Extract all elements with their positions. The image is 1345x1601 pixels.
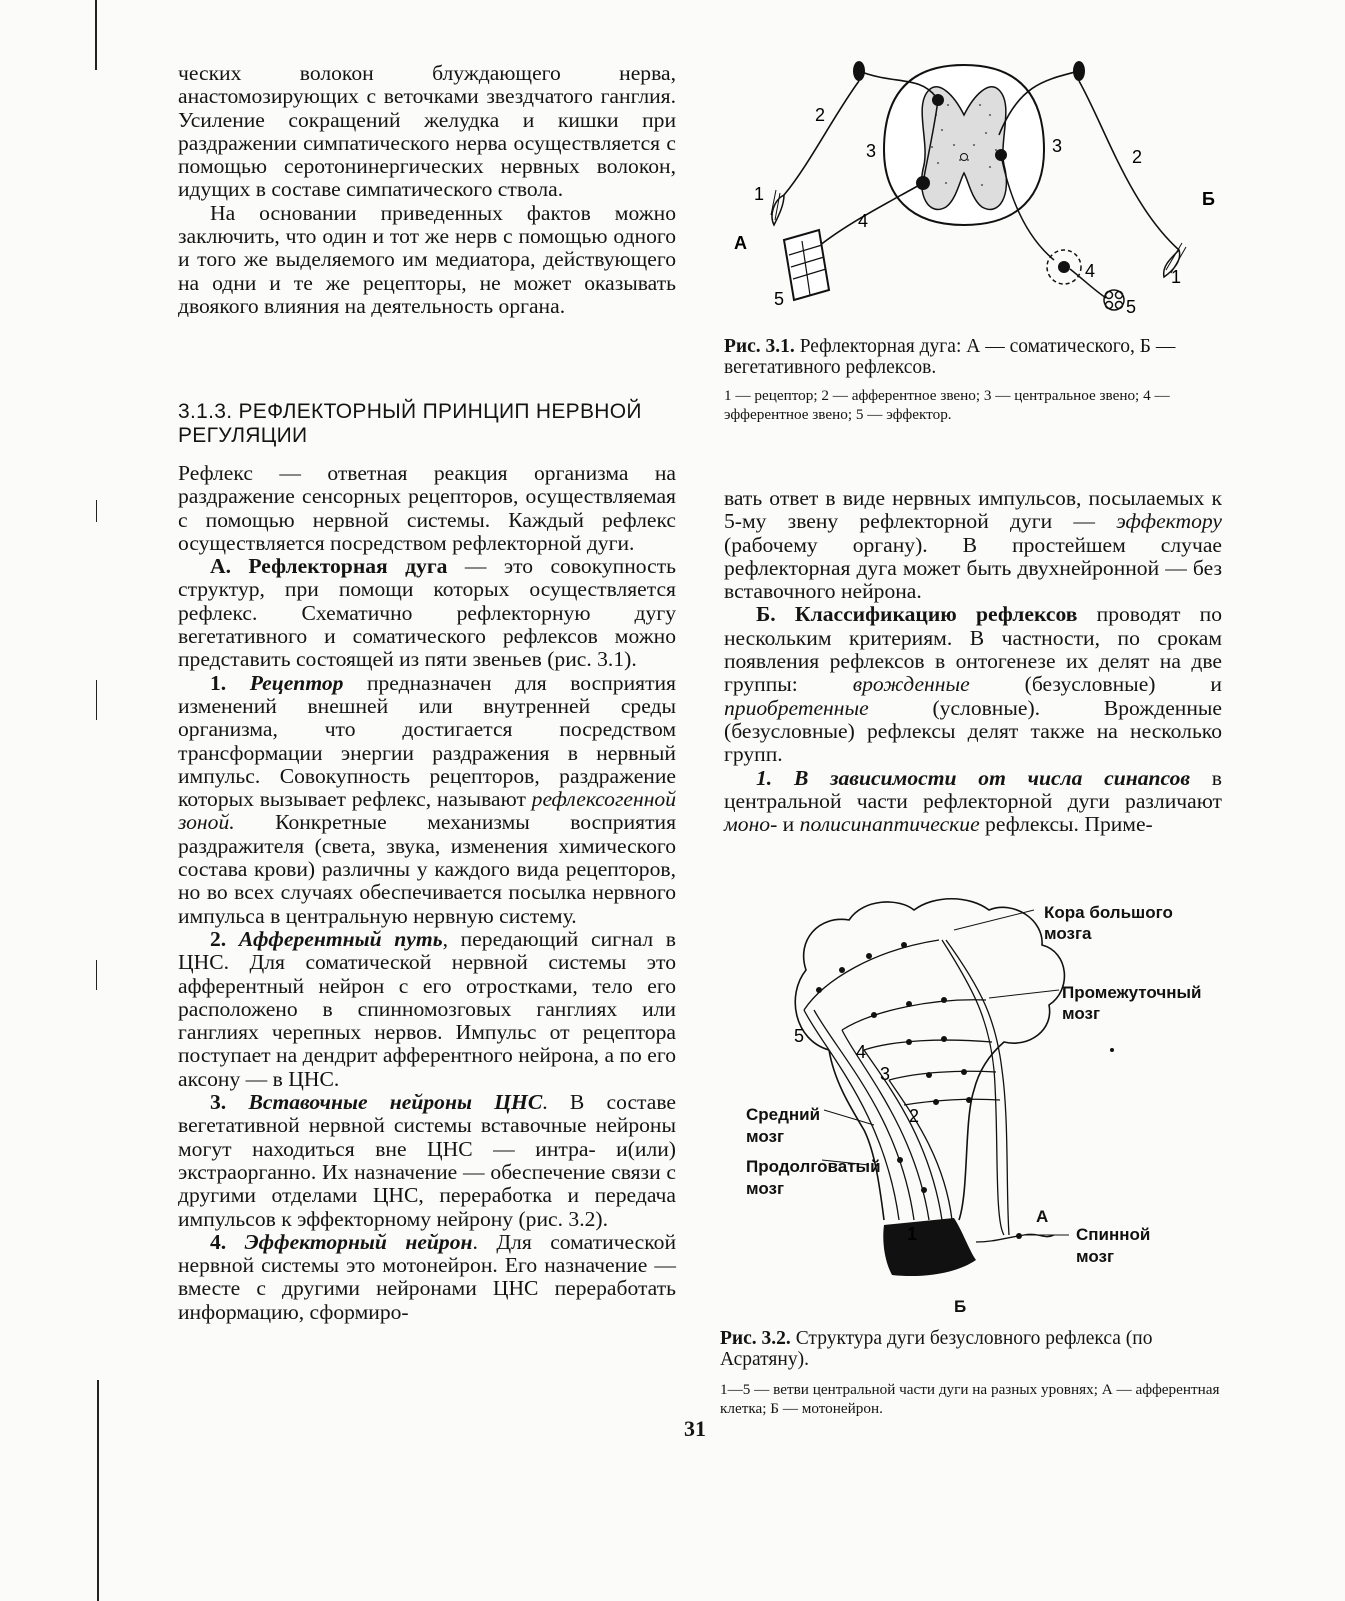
- term-italic: полисинаптические: [799, 812, 980, 837]
- label-midbrain-line1: Средний: [746, 1105, 821, 1124]
- label-2-right: 2: [1132, 147, 1143, 167]
- text: . Для соматической нервной системы это мотонейрон. Его назначение — вместе с другими нейронами ЦНС переработать информацию, сформиро-: [178, 1229, 677, 1324]
- paragraph: [178, 672, 676, 928]
- text: (безусловные) и: [969, 672, 1222, 697]
- autonomic-neuron: [1058, 261, 1070, 273]
- label-5-left: 5: [774, 289, 785, 309]
- text: и: [777, 812, 800, 837]
- figure-3-1-caption: [724, 336, 1224, 378]
- motoneuron: [883, 1218, 976, 1276]
- paragraph: [724, 603, 1222, 766]
- label-midbrain-line2: мозг: [746, 1127, 785, 1146]
- text: . В составе вегетативной нервной системы вставочные нейроны могут находиться вне ЦНС — интра- и(или) экстраорганно. Их назначение — обеспечение связи с другими отделами ЦНС, переработка и передача импульсов к эффекторному нейрону (рис. 3.2).: [178, 1090, 676, 1231]
- right-column-body: [724, 487, 1222, 836]
- term-bold: А. Рефлекторная дуга: [210, 554, 448, 579]
- label-4-left: 4: [858, 211, 869, 231]
- central-branches: [804, 940, 1000, 1105]
- paragraph: Рефлекс — ответная реакция организма на раздражение сенсорных рецепторов, осуществляемая с помощью нервной системы. Каждый рефлекс осуществляется посредством рефлекторной дуги.: [178, 461, 676, 555]
- descending-fibers: [804, 1010, 952, 1220]
- page-number: 31: [684, 1416, 706, 1441]
- label-5: 5: [794, 1026, 805, 1046]
- effector-muscle-left: [784, 230, 829, 300]
- figure-3-1-legend: 1 — рецептор; 2 — афферентное звено; 3 — центральное звено; 4 — эфферентное звено; 5 — эффектор.: [724, 387, 1170, 423]
- paragraph: ческих волокон блуждающего нерва, анастомозирующих с веточками звездчатого ганглия. Усиление сокращений желудка и кишки при раздражении симпатического нерва осуществляется с помощью серотонинергических нервных волокон, идущих в составе симпатического ствола.: [178, 61, 676, 202]
- paragraph: [724, 487, 1222, 603]
- paragraph: На основании приведенных фактов можно заключить, что один и тот же нерв с помощью одного и того же выделяемого им медиатора, действующего на одни и те же рецепторы, не может оказывать двоякого влияния на деятельность органа.: [178, 200, 676, 318]
- term-bold-italic: Вставочные нейроны ЦНС: [248, 1090, 543, 1115]
- term-italic: эффектору: [1116, 509, 1222, 534]
- label-A: А: [734, 233, 747, 253]
- figure-3-2-caption: [720, 1328, 1220, 1370]
- figure-3-2-legend: 1—5 — ветви центральной части дуги на разных уровнях; А — афферентная клетка; Б — мотонейрон.: [720, 1381, 1220, 1417]
- item-number: 3.: [210, 1090, 249, 1115]
- scan-edge-mark: [96, 500, 97, 522]
- section-heading: 3.1.3. РЕФЛЕКТОРНЫЙ ПРИНЦИП НЕРВНОЙ РЕГУЛЯЦИИ: [178, 400, 642, 447]
- afferent-fiber-right: [1079, 81, 1179, 250]
- term-italic: приобретенные: [724, 695, 869, 720]
- effector-gland: [1104, 290, 1124, 310]
- paragraph: [178, 928, 676, 1091]
- scan-edge-mark: [95, 0, 97, 70]
- label-3: 3: [880, 1064, 891, 1084]
- label-1-right: 1: [1171, 267, 1182, 287]
- label-2-left: 2: [815, 105, 826, 125]
- paragraph: [178, 555, 676, 671]
- label-diencephalon-line1: Промежуточный: [1062, 983, 1202, 1002]
- synapse-dots: [816, 942, 972, 1193]
- item-number: 2.: [210, 926, 239, 951]
- text: предназначен для восприятия изменений внешней или внутренней среды организма, что достигается посредством трансформации энергии раздражения в нервный импульс. Совокупность рецепторов, раздражение которых вызывает рефлекс, называют: [178, 670, 676, 812]
- figure-3-2-unconditioned-reflex-arc: [724, 890, 1224, 1320]
- left-column-body: [178, 462, 676, 1324]
- text: Конкретные механизмы восприятия раздражителя (света, звука, изменения химического состава крови) различны у каждого вида рецепторов, но во всех случаях обеспечивается посылка нервного импульса в центральную нервную систему.: [178, 810, 676, 928]
- caption-label: Рис. 3.2.: [720, 1328, 791, 1349]
- label-B: Б: [1202, 189, 1215, 209]
- text: , передающий сигнал в ЦНС. Для соматической нервной системы это афферентный нейрон с его отростками, тело его расположено в спинномозговых ганглиях или ганглиях черепных нервов. Импульс от рецептора поступает на дендрит афферентного нейрона, а по его аксону — в ЦНС.: [178, 926, 676, 1091]
- text: рефлексы. Приме-: [979, 812, 1153, 837]
- label-3-left: 3: [866, 141, 877, 161]
- text: — это совокупность структур, при помощи которых осуществляется рефлекс. Схематично рефлекторную дугу вегетативного и соматического рефлексов можно представить состоящей из пяти звеньев (рис. 3.1).: [178, 554, 676, 672]
- caption-label: Рис. 3.1.: [724, 336, 795, 357]
- label-medulla-line2: мозг: [746, 1179, 785, 1198]
- label-diencephalon-line2: мозг: [1062, 1004, 1101, 1023]
- afferent-ascending-fiber-2: [946, 940, 1009, 1235]
- afferent-ascending-fiber: [942, 940, 1004, 1235]
- scan-edge-mark: [96, 960, 97, 990]
- text: (условные). Врожденные (безусловные) рефлексы делят также на несколько групп.: [724, 695, 1222, 767]
- text: (рабочему органу). В простейшем случае рефлекторная дуга может быть двухнейронной — без вставочного нейрона.: [724, 532, 1222, 604]
- caption-text: Структура дуги безусловного рефлекса (по Асратяну).: [720, 1328, 1153, 1370]
- left-column-top: [178, 62, 676, 318]
- label-B: Б: [954, 1297, 967, 1316]
- term-italic: врожденные: [852, 672, 970, 697]
- label-cortex-line1: Кора большого: [1044, 903, 1173, 922]
- label-4-right: 4: [1085, 261, 1096, 281]
- label-1: 1: [907, 1224, 918, 1244]
- figure-3-1-reflex-arc: [724, 55, 1224, 335]
- term-italic: рефлексогенной зоной.: [178, 787, 676, 835]
- paragraph: [724, 767, 1222, 837]
- caption-text: Рефлекторная дуга: А — соматического, Б — вегетативного рефлексов.: [724, 336, 1176, 378]
- label-4: 4: [856, 1042, 867, 1062]
- text: вать ответ в виде нервных импульсов, посылаемых к 5-му звену рефлекторной дуги —: [724, 486, 1222, 534]
- term-bold: Б. Классификацию рефлексов: [756, 602, 1078, 627]
- term-bold-italic: 1. В зависимости от числа синапсов: [756, 765, 1191, 790]
- speck: [1110, 1048, 1114, 1052]
- item-number: 4.: [210, 1229, 245, 1254]
- text: проводят по нескольким критериям. В частности, по срокам появления рефлексов в онтогенезе их делят на две группы:: [724, 602, 1222, 697]
- paragraph: [178, 1231, 676, 1324]
- afferent-fiber-left: [784, 81, 859, 195]
- scan-edge-mark: [96, 680, 97, 720]
- label-A: А: [1036, 1207, 1049, 1226]
- label-spinal-cord-line2: мозг: [1076, 1247, 1115, 1266]
- afferent-cell: [1016, 1233, 1022, 1239]
- label-cortex-line2: мозга: [1044, 924, 1092, 943]
- term-italic: моно-: [724, 812, 778, 837]
- label-5-right: 5: [1126, 297, 1137, 317]
- scan-edge-mark: [97, 1380, 99, 1601]
- item-number: 1.: [210, 670, 250, 695]
- label-2: 2: [909, 1106, 920, 1126]
- term-bold-italic: Эффекторный нейрон: [244, 1229, 473, 1254]
- label-medulla-line1: Продолговатый: [746, 1157, 881, 1176]
- paragraph: [178, 1091, 676, 1231]
- text: в центральной части рефлекторной дуги различают: [724, 765, 1222, 813]
- term-bold-italic: Афферентный путь: [238, 926, 443, 951]
- label-3-right: 3: [1052, 136, 1063, 156]
- label-spinal-cord-line1: Спинной: [1076, 1225, 1151, 1244]
- label-1-left: 1: [754, 184, 765, 204]
- term-bold-italic: Рецептор: [249, 670, 344, 695]
